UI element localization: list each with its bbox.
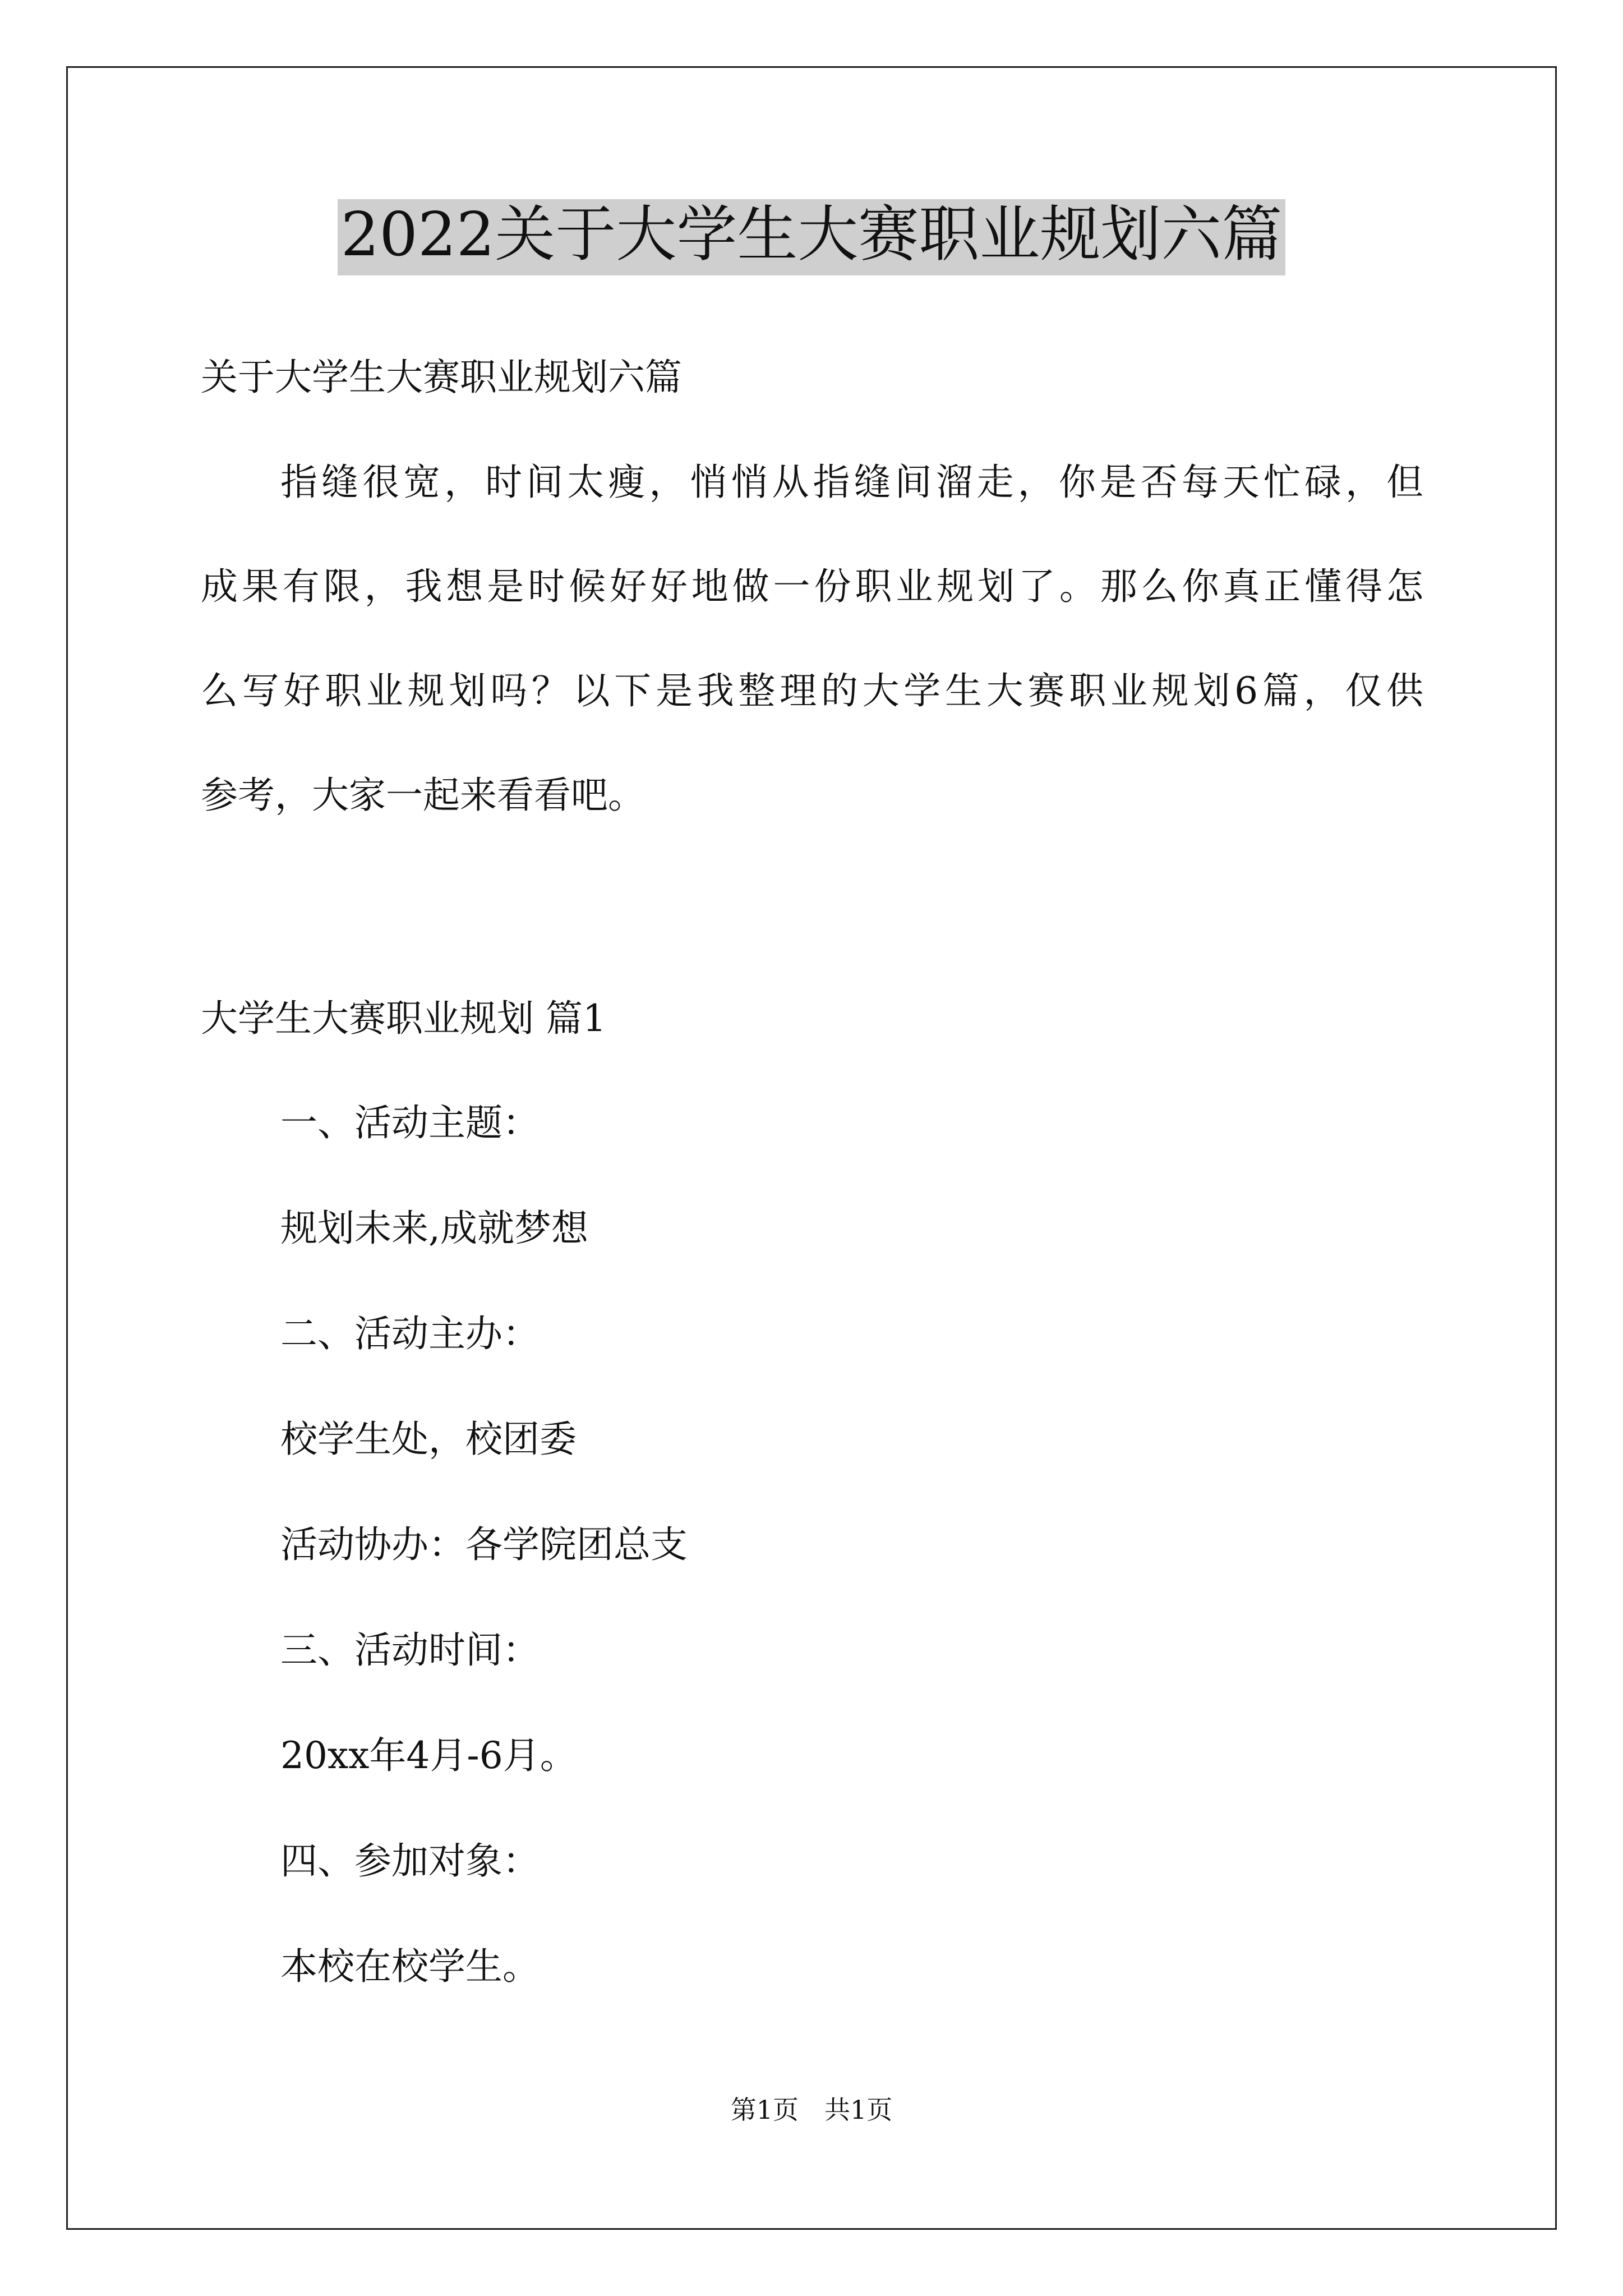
- item-host-label: 二、活动主办：: [280, 1312, 540, 1355]
- item-audience-value: 本校在校学生。: [280, 1945, 540, 1988]
- section-heading: 大学生大赛职业规划 篇1: [201, 997, 606, 1040]
- intro-line-3: 么写好职业规划吗？以下是我整理的大学生大赛职业规划6篇，仅供: [201, 669, 1423, 712]
- intro-line-4: 参考，大家一起来看看吧。: [201, 774, 645, 817]
- item-theme-label: 一、活动主题：: [280, 1101, 540, 1144]
- document-title-text: 2022关于大学生大赛职业规划六篇: [338, 199, 1286, 275]
- item-host-value: 校学生处，校团委: [280, 1418, 577, 1461]
- item-audience-label: 四、参加对象：: [280, 1839, 540, 1883]
- item-time-value: 20xx年4月-6月。: [280, 1734, 577, 1777]
- item-time-label: 三、活动时间：: [280, 1628, 540, 1672]
- document-title: [0, 199, 1623, 275]
- intro-line-1: 指缝很宽，时间太瘦，悄悄从指缝间溜走，你是否每天忙碌，但: [280, 461, 1423, 504]
- item-cohost: 活动协办：各学院团总支: [280, 1523, 688, 1566]
- intro-line-2: 成果有限，我想是时候好好地做一份职业规划了。那么你真正懂得怎: [201, 565, 1423, 608]
- item-theme-value: 规划未来,成就梦想: [280, 1207, 588, 1250]
- subtitle: 关于大学生大赛职业规划六篇: [201, 356, 682, 399]
- page-footer: 第1页 共1页: [730, 2095, 893, 2125]
